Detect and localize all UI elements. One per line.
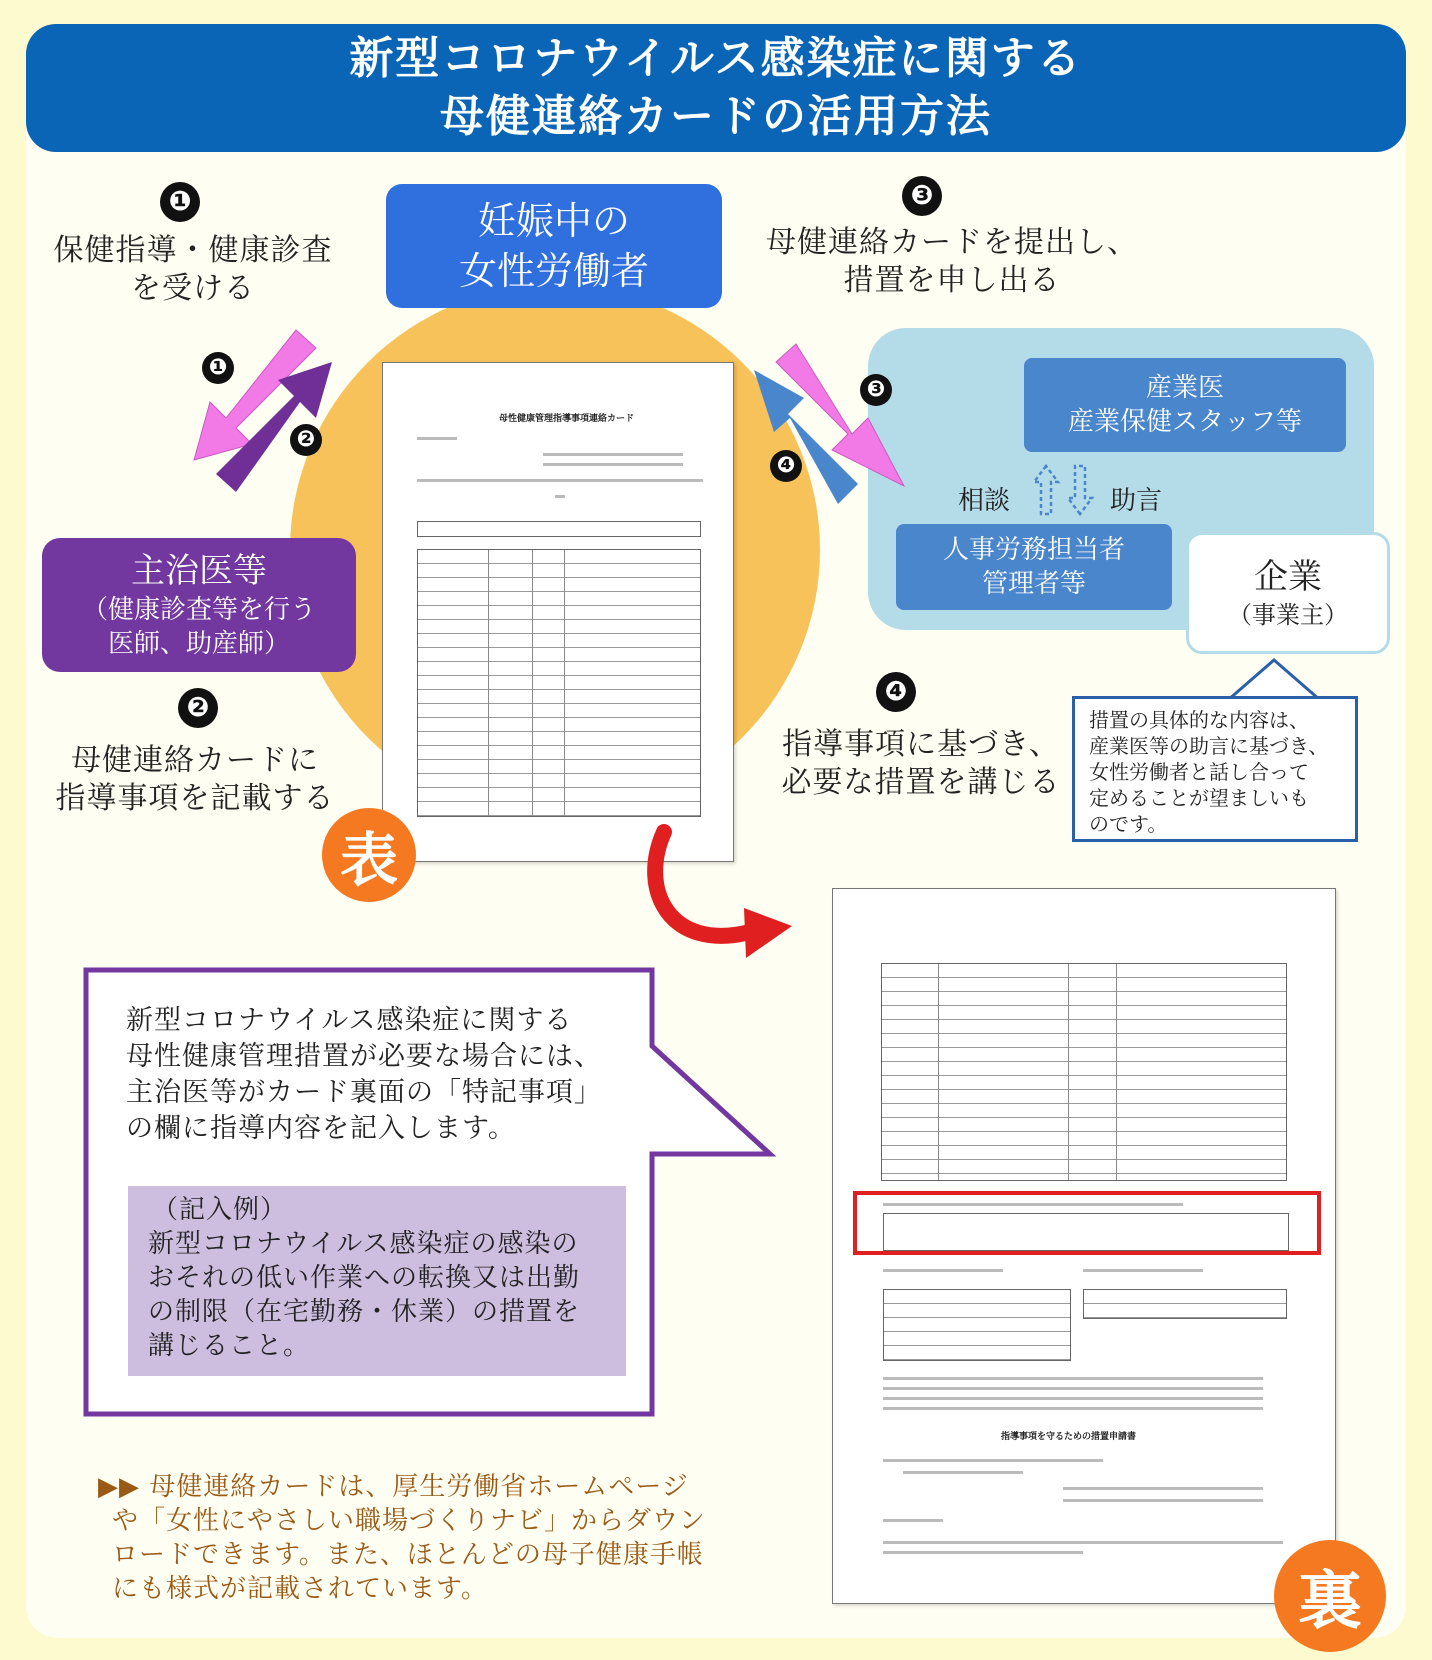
measure-note xyxy=(1072,696,1358,842)
callout-line-1: 新型コロナウイルス感染症に関する xyxy=(126,1005,573,1036)
example-line-4: の制限（在宅勤務・休業）の措置を xyxy=(148,1297,581,1327)
doc-text-line xyxy=(883,1203,1183,1206)
company-line-2: （事業主） xyxy=(1228,601,1348,629)
consult-advice-arrows xyxy=(1030,460,1100,520)
back-card-document xyxy=(832,888,1336,1604)
front-label-circle: 表 xyxy=(322,808,416,902)
step-4-text xyxy=(766,726,1076,802)
step-4-line-2: 必要な措置を講じる xyxy=(781,765,1061,800)
title-line-2: 母健連絡カードの活用方法 xyxy=(440,91,992,142)
doc-text-line xyxy=(543,453,683,456)
step-3-text xyxy=(752,224,1152,300)
left-arrows xyxy=(176,320,356,500)
right-arrow-4-badge: ❹ xyxy=(770,450,802,482)
step-2-text xyxy=(40,742,350,818)
advice-down-arrow xyxy=(1068,466,1092,514)
doc-text-line xyxy=(417,437,457,440)
occupational-doctor-box xyxy=(1024,358,1346,452)
front-name-table xyxy=(417,521,701,537)
step-4-line-1: 指導事項に基づき、 xyxy=(782,727,1060,762)
example-line-5: 講じること。 xyxy=(148,1331,311,1361)
example-line-1: （記入例） xyxy=(152,1195,288,1225)
occupational-line-1: 産業医 xyxy=(1145,373,1224,403)
step-1-badge: ❶ xyxy=(160,182,200,222)
step-4-badge: ❹ xyxy=(876,672,916,712)
doc-text-line xyxy=(883,1387,1263,1390)
front-card-title: 母性健康管理指導事項連絡カード xyxy=(499,414,635,424)
doc-text-line xyxy=(883,1407,1263,1410)
doc-text-line xyxy=(883,1397,1263,1400)
download-note-line-2: や「女性にやさしい職場づくりナビ」からダウン xyxy=(112,1506,707,1536)
doc-text-line xyxy=(1063,1487,1263,1490)
advice-label: 助言 xyxy=(1110,486,1163,516)
back-other-table xyxy=(1083,1289,1287,1319)
callout-line-4: の欄に指導内容を記入します。 xyxy=(126,1113,516,1144)
step-1-text xyxy=(38,232,348,308)
front-card-document xyxy=(382,362,734,862)
consult-label: 相談 xyxy=(958,486,1011,516)
measure-note-line-5: のです。 xyxy=(1089,812,1168,836)
example-line-2: 新型コロナウイルス感染症の感染の xyxy=(148,1229,579,1259)
left-arrow-2-badge: ❷ xyxy=(290,424,322,456)
download-note-line-3: ロードできます。また、ほとんどの母子健康手帳 xyxy=(112,1540,704,1570)
measure-note-line-3: 女性労働者と話し合って xyxy=(1089,760,1309,784)
step-2-badge: ❷ xyxy=(178,688,218,728)
worker-box xyxy=(386,184,722,308)
doc-text-line xyxy=(883,1377,1263,1380)
back-label-circle: 裏 xyxy=(1274,1540,1386,1652)
doctor-line-3: 医師、助産師） xyxy=(107,629,290,659)
doc-text-line xyxy=(883,1459,1103,1462)
step-3-badge: ❸ xyxy=(902,176,942,216)
doctor-line-2: （健康診査等を行う xyxy=(81,595,316,625)
flip-arrow-curve xyxy=(655,832,750,936)
doc-text-line xyxy=(543,463,683,466)
step-3-line-1: 母健連絡カードを提出し、 xyxy=(766,225,1138,260)
right-arrows xyxy=(752,338,922,508)
company-box xyxy=(1186,532,1390,654)
example-line-3: おそれの低い作業への転換又は出勤 xyxy=(148,1263,581,1293)
consult-up-arrow xyxy=(1034,466,1058,514)
step-2-line-2: 指導事項を記載する xyxy=(55,781,335,816)
doc-text-line xyxy=(1083,1269,1203,1272)
download-note-line-4: にも様式が記載されています。 xyxy=(112,1574,488,1604)
callout-line-2: 母性健康管理措置が必要な場合には、 xyxy=(126,1041,602,1072)
title-line-1: 新型コロナウイルス感染症に関する xyxy=(349,33,1083,84)
back-measures-table xyxy=(881,963,1287,1181)
step-1-line-1: 保健指導・健康診査 xyxy=(53,233,333,268)
doctor-box xyxy=(42,538,356,672)
doc-text-line xyxy=(903,1471,1023,1474)
doc-text-line xyxy=(883,1551,1083,1554)
example-box xyxy=(128,1186,626,1376)
special-notes-highlight xyxy=(853,1191,1321,1255)
hr-box xyxy=(896,524,1172,610)
doc-text-line xyxy=(883,1541,1283,1544)
doc-text-line xyxy=(417,479,703,482)
measure-note-line-1: 措置の具体的な内容は、 xyxy=(1089,708,1309,732)
page-title xyxy=(26,24,1406,152)
doctor-line-1: 主治医等 xyxy=(131,551,267,591)
doc-text-line xyxy=(883,1519,943,1522)
download-note-line-1: ▶▶ 母健連絡カードは、厚生労働省ホームページ xyxy=(98,1472,689,1502)
company-line-1: 企業 xyxy=(1254,557,1322,597)
flip-arrow-head xyxy=(744,908,792,958)
back-period-table xyxy=(883,1289,1071,1361)
worker-line-1: 妊娠中の xyxy=(477,199,630,243)
callout-line-3: 主治医等がカード裏面の「特記事項」 xyxy=(126,1077,602,1108)
step-2-line-1: 母健連絡カードに xyxy=(71,743,319,778)
step-1-line-2: を受ける xyxy=(131,271,255,306)
back-card-heading: 指導事項を守るための措置申請書 xyxy=(1001,1432,1137,1442)
doc-text-line xyxy=(555,495,565,498)
measure-note-line-2: 産業医等の助言に基づき、 xyxy=(1089,734,1329,758)
occupational-line-2: 産業保健スタッフ等 xyxy=(1067,407,1302,437)
right-arrow-3-badge: ❸ xyxy=(860,374,892,406)
hr-line-2: 管理者等 xyxy=(981,569,1086,599)
left-arrow-1-badge: ❶ xyxy=(202,352,234,384)
worker-line-2: 女性労働者 xyxy=(458,249,649,293)
doc-text-line xyxy=(883,1269,1003,1272)
flip-arrow xyxy=(640,820,800,970)
doc-text-line xyxy=(1063,1499,1263,1502)
step-3-line-2: 措置を申し出る xyxy=(843,263,1061,298)
front-measures-table xyxy=(417,549,701,817)
special-notes-field xyxy=(883,1213,1289,1251)
hr-line-1: 人事労務担当者 xyxy=(942,535,1125,565)
measure-note-line-4: 定めることが望ましいも xyxy=(1089,786,1309,810)
